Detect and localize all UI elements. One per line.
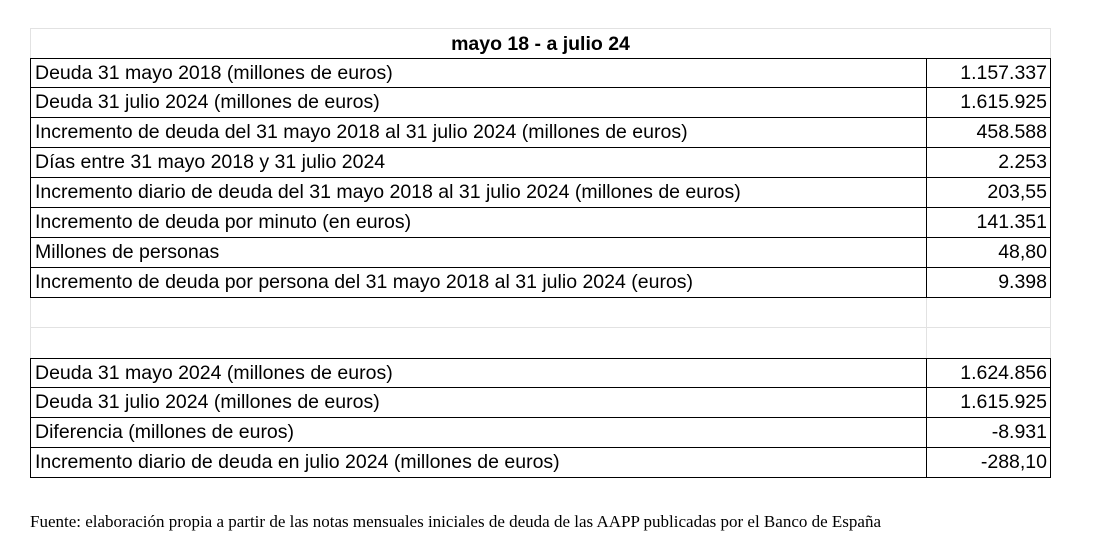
row-label: Incremento diario de deuda en julio 2024 (millones de euros) xyxy=(30,448,927,478)
table-row xyxy=(30,148,1051,178)
row-label: Diferencia (millones de euros) xyxy=(30,418,927,448)
row-value: 1.615.925 xyxy=(927,88,1051,118)
row-label: Deuda 31 julio 2024 (millones de euros) xyxy=(30,88,927,118)
row-value: 2.253 xyxy=(927,148,1051,178)
row-label: Incremento diario de deuda del 31 mayo 2018 al 31 julio 2024 (millones de euros) xyxy=(30,178,927,208)
table-row xyxy=(30,118,1051,148)
row-value: -8.931 xyxy=(927,418,1051,448)
row-value: 1.157.337 xyxy=(927,58,1051,88)
table-title: mayo 18 - a julio 24 xyxy=(30,28,1051,58)
table-row xyxy=(30,268,1051,298)
row-value: 48,80 xyxy=(927,238,1051,268)
row-label: Incremento de deuda del 31 mayo 2018 al 31 julio 2024 (millones de euros) xyxy=(30,118,927,148)
table-row xyxy=(30,208,1051,238)
row-label: Millones de personas xyxy=(30,238,927,268)
table-row xyxy=(30,358,1051,388)
debt-block-july-2024 xyxy=(30,358,1051,478)
empty-cell xyxy=(927,298,1051,328)
table-row xyxy=(30,418,1051,448)
row-label: Deuda 31 julio 2024 (millones de euros) xyxy=(30,388,927,418)
empty-row xyxy=(30,298,1051,328)
row-label: Deuda 31 mayo 2024 (millones de euros) xyxy=(30,358,927,388)
row-value: 458.588 xyxy=(927,118,1051,148)
row-label: Deuda 31 mayo 2018 (millones de euros) xyxy=(30,58,927,88)
row-value: 9.398 xyxy=(927,268,1051,298)
table-row xyxy=(30,238,1051,268)
empty-row xyxy=(30,328,1051,358)
row-value: -288,10 xyxy=(927,448,1051,478)
row-value: 1.615.925 xyxy=(927,388,1051,418)
row-label: Días entre 31 mayo 2018 y 31 julio 2024 xyxy=(30,148,927,178)
row-value: 141.351 xyxy=(927,208,1051,238)
debt-block-2018-2024 xyxy=(30,58,1051,298)
empty-cell xyxy=(927,328,1051,358)
empty-cell xyxy=(30,328,927,358)
debt-table xyxy=(30,28,1051,478)
row-label: Incremento de deuda por minuto (en euros) xyxy=(30,208,927,238)
row-label: Incremento de deuda por persona del 31 mayo 2018 al 31 julio 2024 (euros) xyxy=(30,268,927,298)
row-value: 203,55 xyxy=(927,178,1051,208)
table-row xyxy=(30,448,1051,478)
source-note: Fuente: elaboración propia a partir de las notas mensuales iniciales de deuda de las AAPP publicadas por el Banco de España xyxy=(30,512,881,531)
table-row xyxy=(30,88,1051,118)
table-row xyxy=(30,388,1051,418)
empty-cell xyxy=(30,298,927,328)
table-row xyxy=(30,58,1051,88)
row-value: 1.624.856 xyxy=(927,358,1051,388)
table-row xyxy=(30,178,1051,208)
